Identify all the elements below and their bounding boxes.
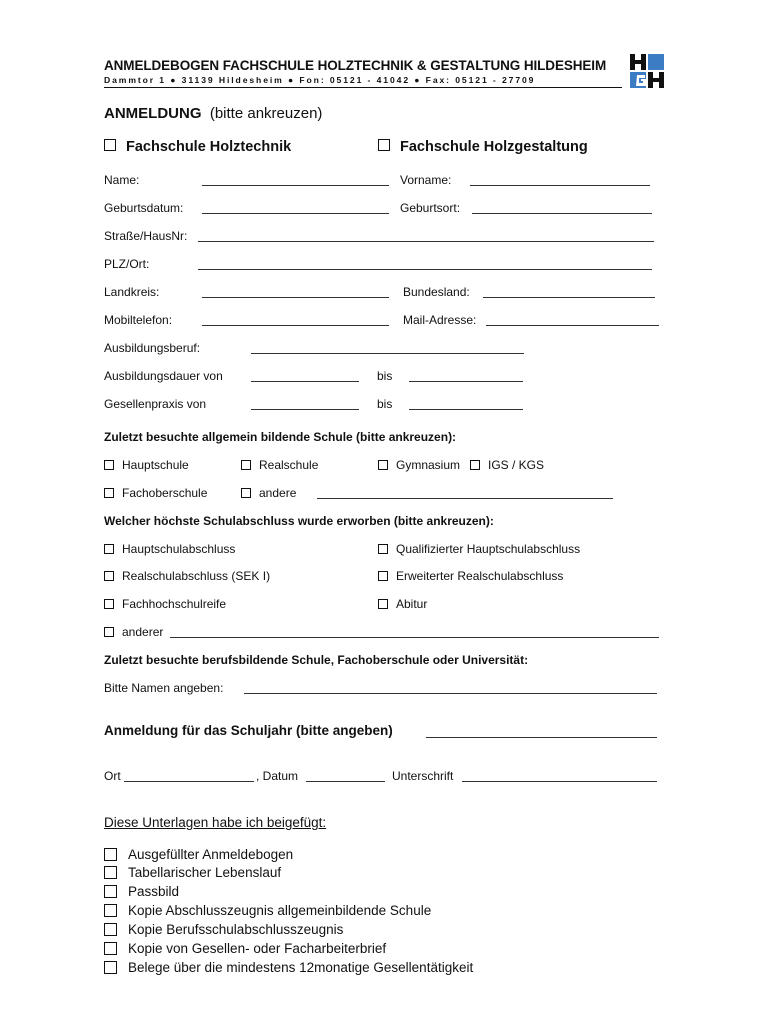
ausbildungsdauer-von-field[interactable] [251, 381, 359, 382]
checkbox-icon[interactable] [378, 460, 388, 470]
label-ausbildungsdauer: Ausbildungsdauer von [104, 369, 223, 383]
checkbox-icon[interactable] [378, 544, 388, 554]
checkbox-icon[interactable] [104, 848, 117, 861]
checkbox-icon[interactable] [378, 571, 388, 581]
checkbox-icon[interactable] [104, 942, 117, 955]
year-label: Anmeldung für das Schuljahr (bitte angeben) [104, 723, 393, 738]
checkbox-icon[interactable] [104, 599, 114, 609]
school-address: Dammtor 1 ● 31139 Hildesheim ● Fon: 05121 - 41042 ● Fax: 05121 - 27709 [104, 75, 536, 85]
option-fachoberschule[interactable]: Fachoberschule [104, 486, 207, 500]
registration-note: (bitte ankreuzen) [209, 105, 323, 122]
checkbox-icon[interactable] [241, 460, 251, 470]
label-names: Bitte Namen angeben: [104, 681, 224, 695]
geburtsdatum-field[interactable] [202, 213, 389, 214]
label-landkreis: Landkreis: [104, 285, 160, 299]
label-mobiltelefon: Mobiltelefon: [104, 313, 173, 327]
label-geburtsort: Geburtsort: [400, 201, 461, 215]
label-ausbildungsberuf: Ausbildungsberuf: [104, 341, 201, 355]
attachment-item[interactable]: Kopie Abschlusszeugnis allgemeinbildende Schule [104, 903, 431, 918]
attachment-item[interactable]: Tabellarischer Lebenslauf [104, 865, 281, 880]
attachments-heading: Diese Unterlagen habe ich beigefügt: [104, 815, 327, 830]
label-plz-ort: PLZ/Ort: [104, 257, 150, 271]
option-holztechnik[interactable]: Fachschule Holztechnik [104, 139, 291, 155]
header-divider [104, 87, 622, 88]
label-datum: , Datum [256, 769, 299, 783]
checkbox-icon[interactable] [470, 460, 480, 470]
mail-field[interactable] [486, 325, 659, 326]
checkbox-icon[interactable] [104, 488, 114, 498]
label-unterschrift: Unterschrift [392, 769, 454, 783]
option-gymnasium[interactable]: Gymnasium [378, 458, 460, 472]
mobiltelefon-field[interactable] [202, 325, 389, 326]
option-igs-kgs[interactable]: IGS / KGS [470, 458, 544, 472]
school-heading: Zuletzt besuchte allgemein bildende Schule (bitte ankreuzen): [104, 430, 457, 444]
attachment-item[interactable]: Ausgefüllter Anmeldebogen [104, 847, 293, 862]
label-mail: Mail-Adresse: [403, 313, 477, 327]
option-fachhochschulreife[interactable]: Fachhochschulreife [104, 597, 226, 611]
ausbildungsberuf-field[interactable] [251, 353, 524, 354]
andere-school-field[interactable] [317, 498, 613, 499]
gesellenpraxis-von-field[interactable] [251, 409, 359, 410]
checkbox-icon[interactable] [104, 544, 114, 554]
attachment-item[interactable]: Kopie von Gesellen- oder Facharbeiterbrief [104, 941, 386, 956]
gesellenpraxis-bis-field[interactable] [409, 409, 523, 410]
checkbox-icon[interactable] [104, 460, 114, 470]
name-field[interactable] [202, 185, 389, 186]
option-hauptschulabschluss[interactable]: Hauptschulabschluss [104, 542, 235, 556]
vocational-names-field[interactable] [244, 693, 657, 694]
option-abitur[interactable]: Abitur [378, 597, 427, 611]
checkbox-icon[interactable] [104, 139, 116, 151]
option-andere[interactable]: andere [241, 486, 296, 500]
label-bis: bis [377, 369, 393, 383]
checkbox-icon[interactable] [104, 627, 114, 637]
checkbox-icon[interactable] [378, 599, 388, 609]
landkreis-field[interactable] [202, 297, 389, 298]
unterschrift-field[interactable] [462, 781, 657, 782]
checkbox-icon[interactable] [104, 923, 117, 936]
label-ort: Ort [104, 769, 121, 783]
label-name: Name: [104, 173, 140, 187]
vorname-field[interactable] [470, 185, 650, 186]
strasse-field[interactable] [198, 241, 654, 242]
label-geburtsdatum: Geburtsdatum: [104, 201, 184, 215]
registration-title: ANMELDUNG [104, 105, 202, 122]
ort-field[interactable] [124, 781, 254, 782]
geburtsort-field[interactable] [472, 213, 652, 214]
checkbox-icon[interactable] [104, 885, 117, 898]
option-realschule[interactable]: Realschule [241, 458, 318, 472]
option-qualifizierter-hauptschulabschluss[interactable]: Qualifizierter Hauptschulabschluss [378, 542, 580, 556]
registration-heading [104, 105, 322, 122]
label-strasse: Straße/HausNr: [104, 229, 188, 243]
checkbox-icon[interactable] [104, 961, 117, 974]
bundesland-field[interactable] [483, 297, 655, 298]
label-bis: bis [377, 397, 393, 411]
datum-field[interactable] [306, 781, 385, 782]
checkbox-icon[interactable] [104, 866, 117, 879]
form-title: ANMELDEBOGEN FACHSCHULE HOLZTECHNIK & GESTALTUNG HILDESHEIM [104, 58, 607, 73]
attachment-item[interactable]: Passbild [104, 884, 179, 899]
attachment-item[interactable]: Kopie Berufsschulabschlusszeugnis [104, 922, 343, 937]
school-logo [630, 54, 664, 88]
attachment-item[interactable]: Belege über die mindestens 12monatige Gesellentätigkeit [104, 960, 473, 975]
checkbox-icon[interactable] [104, 904, 117, 917]
anderer-abschluss-field[interactable] [170, 637, 659, 638]
option-hauptschule[interactable]: Hauptschule [104, 458, 189, 472]
checkbox-icon[interactable] [104, 571, 114, 581]
checkbox-icon[interactable] [241, 488, 251, 498]
option-anderer[interactable]: anderer [104, 625, 163, 639]
option-erweiterter-realschulabschluss[interactable]: Erweiterter Realschulabschluss [378, 569, 563, 583]
label-vorname: Vorname: [400, 173, 452, 187]
ausbildungsdauer-bis-field[interactable] [409, 381, 523, 382]
degree-heading: Welcher höchste Schulabschluss wurde erworben (bitte ankreuzen): [104, 514, 494, 528]
option-realschulabschluss[interactable]: Realschulabschluss (SEK I) [104, 569, 270, 583]
label-bundesland: Bundesland: [403, 285, 470, 299]
vocational-heading: Zuletzt besuchte berufsbildende Schule, Fachoberschule oder Universität: [104, 653, 529, 667]
checkbox-icon[interactable] [378, 139, 390, 151]
label-gesellenpraxis: Gesellenpraxis von [104, 397, 207, 411]
school-year-field[interactable] [426, 737, 657, 738]
plz-ort-field[interactable] [198, 269, 652, 270]
option-holzgestaltung[interactable]: Fachschule Holzgestaltung [378, 139, 588, 155]
